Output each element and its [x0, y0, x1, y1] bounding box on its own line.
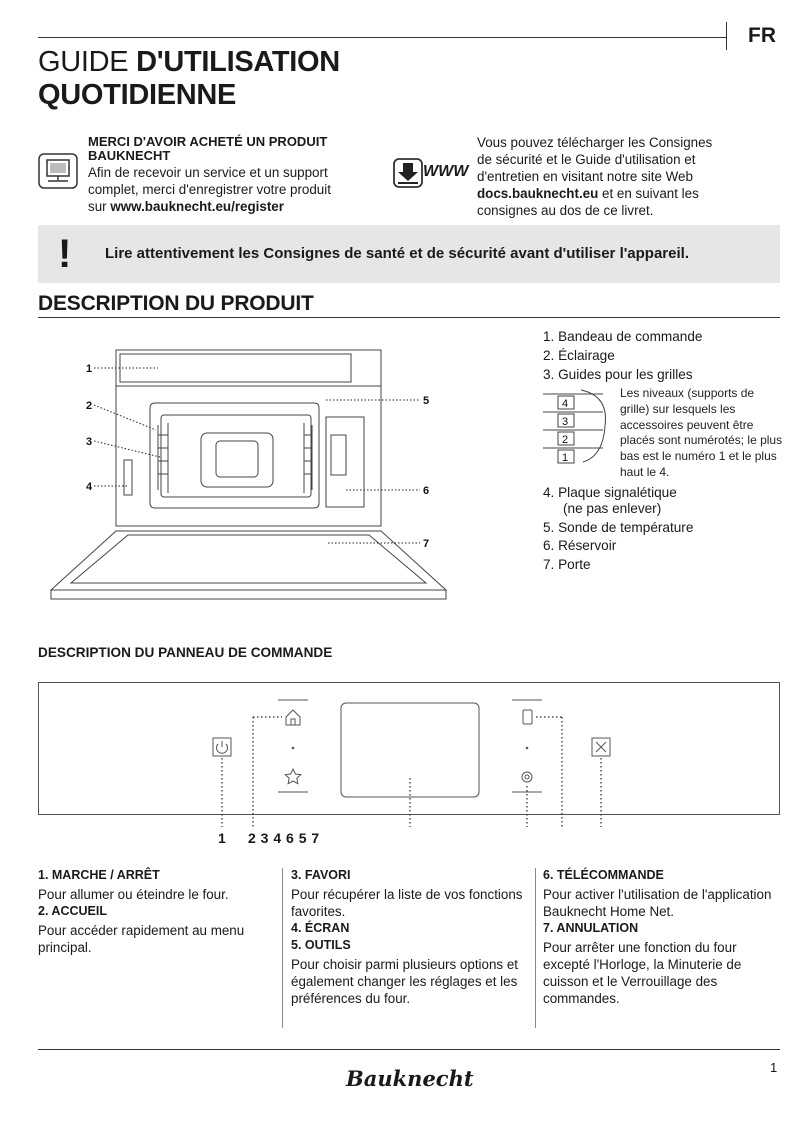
- description-heading: 6. TÉLÉCOMMANDE: [543, 868, 664, 882]
- svg-text:1: 1: [86, 363, 93, 375]
- description-heading: 5. OUTILS: [291, 938, 351, 952]
- product-heading: DESCRIPTION DU PRODUIT: [38, 292, 314, 315]
- panel-number-1: 1: [218, 830, 226, 846]
- oven-illustration: [36, 345, 456, 605]
- description-heading: 3. FAVORI: [291, 868, 351, 882]
- description-column-3: [543, 867, 783, 1007]
- control-panel-diagram: [38, 682, 780, 832]
- column-divider: [282, 868, 283, 1028]
- description-text: Pour accéder rapidement au menu principal.: [38, 923, 245, 955]
- product-list: [543, 328, 702, 384]
- product-list-continued: [543, 484, 693, 575]
- product-item: 3. Guides pour les grilles: [543, 366, 693, 382]
- description-text: Pour activer l'utilisation de l'application Bauknecht Home Net.: [543, 887, 772, 919]
- description-heading: 2. ACCUEIL: [38, 904, 107, 918]
- shelf-level: 2: [562, 434, 569, 446]
- product-item: 7. Porte: [543, 557, 591, 573]
- description-column-2: [291, 867, 531, 1007]
- warning-text: Lire attentivement les Consignes de santé et de sécurité avant d'utiliser l'appareil.: [105, 245, 689, 262]
- svg-text:5: 5: [423, 395, 430, 407]
- svg-text:6: 6: [423, 485, 430, 497]
- svg-text:2: 2: [86, 400, 93, 412]
- brand-logo: Bauknecht: [346, 1066, 474, 1091]
- page-title: [38, 46, 340, 112]
- svg-text:4: 4: [86, 481, 93, 493]
- column-divider: [535, 868, 536, 1028]
- shelf-level: 4: [562, 398, 569, 410]
- footer-rule: [38, 1049, 780, 1050]
- download-icon: WWW: [393, 158, 471, 188]
- monitor-icon: [38, 153, 78, 189]
- shelf-level: 3: [562, 416, 569, 428]
- header-rule: [38, 37, 726, 38]
- title-light: GUIDE: [38, 46, 129, 78]
- description-text: Pour allumer ou éteindre le four.: [38, 887, 229, 902]
- title-line2: QUOTIDIENNE: [38, 79, 237, 111]
- header-divider: [726, 22, 727, 50]
- product-item: 2. Éclairage: [543, 347, 615, 363]
- description-column-1: [38, 867, 283, 956]
- download-text: Vous pouvez télécharger les Consignes de sécurité et le Guide d'utilisation et d'entretien en visitant notre site Web docs.bauknecht.eu et en suivant les consignes au dos de ce livret.: [477, 135, 713, 218]
- shelf-level: 1: [562, 452, 569, 464]
- description-text: Pour arrêter une fonction du four excepté l'Horloge, la Minuterie de cuisson et le Verrouillage des commandes.: [543, 940, 742, 1006]
- description-text: Pour choisir parmi plusieurs options et également changer les réglages et les préférences du four.: [291, 957, 519, 1006]
- panel-numbers: 2 3 4 6 5 7: [248, 830, 320, 846]
- page-number: 1: [770, 1060, 778, 1075]
- description-heading: 7. ANNULATION: [543, 921, 639, 935]
- svg-text:3: 3: [86, 436, 93, 448]
- shelf-note: Les niveaux (supports de grille) sur lesquels les accessoires peuvent être placés sont numérotés; le plus bas est le numéro 1 et le plus haut le 4.: [620, 386, 783, 479]
- power-icon[interactable]: [213, 738, 231, 756]
- download-link[interactable]: docs.bauknecht.eu: [477, 186, 599, 201]
- register-heading: MERCI D'AVOIR ACHETÉ UN PRODUIT BAUKNECHT: [88, 134, 328, 163]
- svg-text:7: 7: [423, 538, 430, 550]
- register-text: Afin de recevoir un service et un support complet, merci d'enregistrer votre produit sur www.bauknecht.eu/register: [88, 165, 331, 214]
- register-link[interactable]: www.bauknecht.eu/register: [110, 199, 284, 214]
- description-heading: 1. MARCHE / ARRÊT: [38, 868, 160, 882]
- phone-icon[interactable]: [523, 710, 532, 724]
- product-item: 4. Plaque signalétique: [543, 485, 677, 500]
- product-item: 1. Bandeau de commande: [543, 329, 703, 344]
- product-heading-rule: [38, 317, 780, 318]
- product-item: 5. Sonde de température: [543, 519, 694, 535]
- product-item: 6. Réservoir: [543, 538, 617, 554]
- home-icon[interactable]: [286, 710, 300, 725]
- close-icon[interactable]: [592, 738, 610, 756]
- shelf-levels-diagram: [543, 386, 618, 466]
- panel-heading: DESCRIPTION DU PANNEAU DE COMMANDE: [38, 645, 333, 660]
- description-heading: 4. ÉCRAN: [291, 921, 350, 935]
- exclamation-icon: !: [58, 232, 72, 276]
- language-label: FR: [748, 24, 776, 47]
- title-bold: D'UTILISATION: [136, 46, 340, 78]
- description-text: Pour récupérer la liste de vos fonctions favorites.: [291, 887, 523, 919]
- gear-icon[interactable]: [522, 772, 532, 782]
- star-icon[interactable]: [285, 769, 301, 784]
- product-item-note: (ne pas enlever): [563, 500, 662, 516]
